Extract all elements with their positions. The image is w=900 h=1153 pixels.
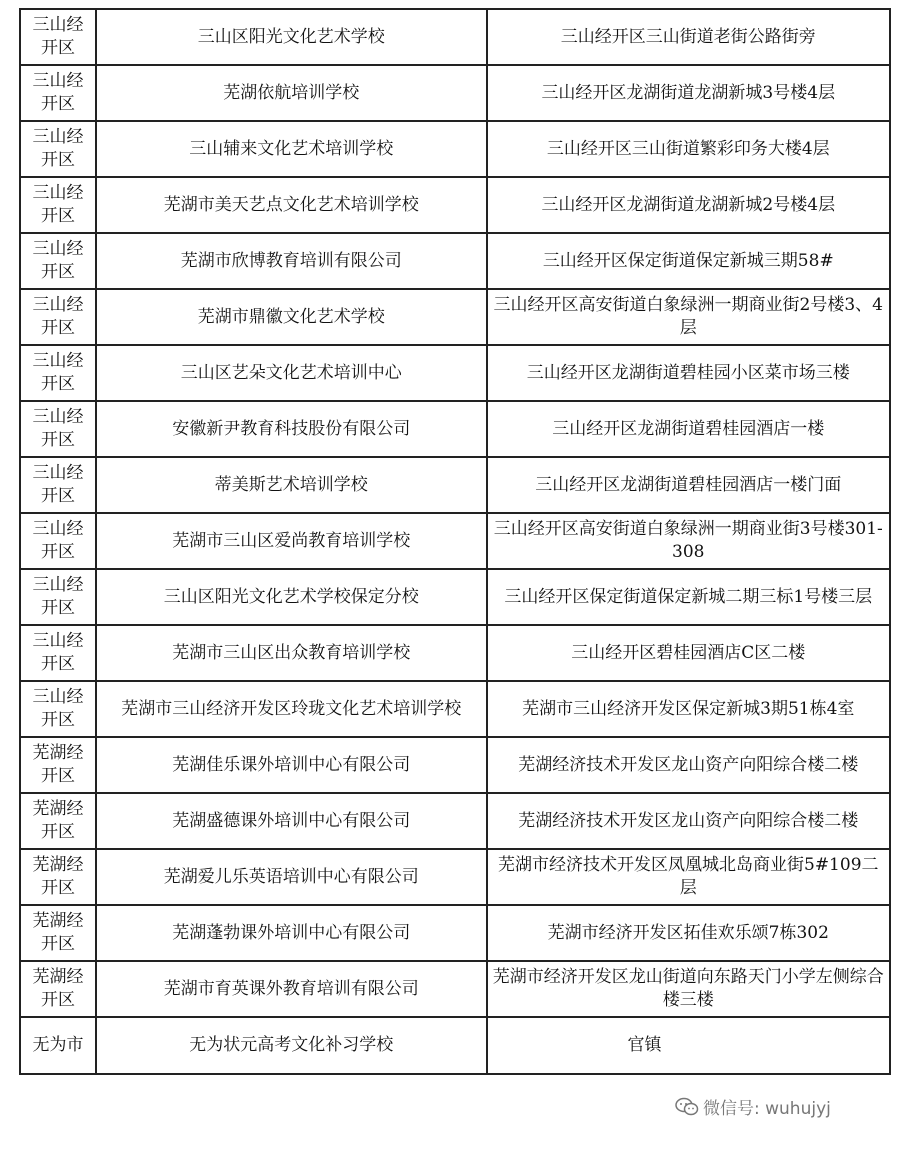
district-cell: 三山经开区	[20, 625, 96, 681]
table-row	[20, 625, 890, 681]
school-name-cell: 安徽新尹教育科技股份有限公司	[96, 401, 486, 457]
table-row	[20, 849, 890, 905]
school-name-cell: 无为状元高考文化补习学校	[96, 1017, 486, 1074]
school-name-cell: 三山辅来文化艺术培训学校	[96, 121, 486, 177]
table-row	[20, 681, 890, 737]
table-row	[20, 569, 890, 625]
table-row	[20, 793, 890, 849]
school-name-cell: 芜湖市美天艺点文化艺术培训学校	[96, 177, 486, 233]
table-row	[20, 345, 890, 401]
address-cell	[487, 1017, 890, 1074]
district-cell: 三山经开区	[20, 681, 96, 737]
table-row	[20, 457, 890, 513]
table-row	[20, 961, 890, 1017]
school-name-cell: 芜湖市欣博教育培训有限公司	[96, 233, 486, 289]
address-cell: 三山经开区三山街道繁彩印务大楼4层	[487, 121, 890, 177]
school-name-cell: 蒂美斯艺术培训学校	[96, 457, 486, 513]
address-cell: 三山经开区龙湖街道碧桂园酒店一楼门面	[487, 457, 890, 513]
school-name-cell: 芜湖市三山经济开发区玲珑文化艺术培训学校	[96, 681, 486, 737]
district-cell: 三山经开区	[20, 65, 96, 121]
watermark-text: 微信号: wuhujyj	[703, 1099, 831, 1119]
school-name-cell: 芜湖爱儿乐英语培训中心有限公司	[96, 849, 486, 905]
address-cell: 三山经开区保定街道保定新城二期三标1号楼三层	[487, 569, 890, 625]
table-row	[20, 513, 890, 569]
address-cell: 三山经开区保定街道保定新城三期58#	[487, 233, 890, 289]
address-cell: 芜湖市经济技术开发区凤凰城北岛商业街5#109二层	[487, 849, 890, 905]
school-name-cell: 芜湖市鼎徽文化艺术学校	[96, 289, 486, 345]
district-cell: 三山经开区	[20, 569, 96, 625]
address-cell: 三山经开区高安街道白象绿洲一期商业街2号楼3、4层	[487, 289, 890, 345]
district-cell: 芜湖经开区	[20, 737, 96, 793]
school-name-cell: 芜湖市育英课外教育培训有限公司	[96, 961, 486, 1017]
district-cell: 无为市	[20, 1017, 96, 1074]
address-cell: 三山经开区龙湖街道碧桂园小区菜市场三楼	[487, 345, 890, 401]
table-row	[20, 65, 890, 121]
district-cell: 三山经开区	[20, 401, 96, 457]
district-cell: 三山经开区	[20, 457, 96, 513]
address-cell: 芜湖经济技术开发区龙山资产向阳综合楼二楼	[487, 793, 890, 849]
address-cell: 芜湖市经济开发区拓佳欢乐颂7栋302	[487, 905, 890, 961]
address-cell: 芜湖经济技术开发区龙山资产向阳综合楼二楼	[487, 737, 890, 793]
district-cell: 三山经开区	[20, 289, 96, 345]
district-cell: 芜湖经开区	[20, 793, 96, 849]
district-cell: 芜湖经开区	[20, 849, 96, 905]
address-text: 官镇	[627, 1035, 662, 1055]
school-name-cell: 芜湖依航培训学校	[96, 65, 486, 121]
school-name-cell: 三山区艺朵文化艺术培训中心	[96, 345, 486, 401]
address-cell: 三山经开区高安街道白象绿洲一期商业街3号楼301-308	[487, 513, 890, 569]
table-row	[20, 401, 890, 457]
school-name-cell: 三山区阳光文化艺术学校保定分校	[96, 569, 486, 625]
school-name-cell: 芜湖佳乐课外培训中心有限公司	[96, 737, 486, 793]
address-cell: 三山经开区三山街道老街公路街旁	[487, 9, 890, 65]
wechat-icon	[675, 1097, 699, 1117]
district-cell: 三山经开区	[20, 121, 96, 177]
address-cell: 三山经开区龙湖街道龙湖新城3号楼4层	[487, 65, 890, 121]
address-cell: 三山经开区龙湖街道龙湖新城2号楼4层	[487, 177, 890, 233]
table-row	[20, 177, 890, 233]
school-name-cell: 三山区阳光文化艺术学校	[96, 9, 486, 65]
district-cell: 三山经开区	[20, 177, 96, 233]
school-registry-table	[19, 8, 891, 1075]
table-row	[20, 289, 890, 345]
school-name-cell: 芜湖市三山区出众教育培训学校	[96, 625, 486, 681]
school-name-cell: 芜湖市三山区爱尚教育培训学校	[96, 513, 486, 569]
district-cell: 三山经开区	[20, 233, 96, 289]
district-cell: 三山经开区	[20, 345, 96, 401]
wechat-watermark	[675, 1094, 831, 1119]
table-row	[20, 121, 890, 177]
address-cell: 芜湖市经济开发区龙山街道向东路天门小学左侧综合楼三楼	[487, 961, 890, 1017]
table-row	[20, 1017, 890, 1074]
address-cell: 三山经开区碧桂园酒店C区二楼	[487, 625, 890, 681]
address-cell: 三山经开区龙湖街道碧桂园酒店一楼	[487, 401, 890, 457]
table-row	[20, 9, 890, 65]
school-name-cell: 芜湖蓬勃课外培训中心有限公司	[96, 905, 486, 961]
district-cell: 三山经开区	[20, 9, 96, 65]
district-cell: 芜湖经开区	[20, 961, 96, 1017]
table-row	[20, 737, 890, 793]
school-name-cell: 芜湖盛德课外培训中心有限公司	[96, 793, 486, 849]
district-cell: 三山经开区	[20, 513, 96, 569]
address-cell: 芜湖市三山经济开发区保定新城3期51栋4室	[487, 681, 890, 737]
table-row	[20, 233, 890, 289]
table-row	[20, 905, 890, 961]
district-cell: 芜湖经开区	[20, 905, 96, 961]
